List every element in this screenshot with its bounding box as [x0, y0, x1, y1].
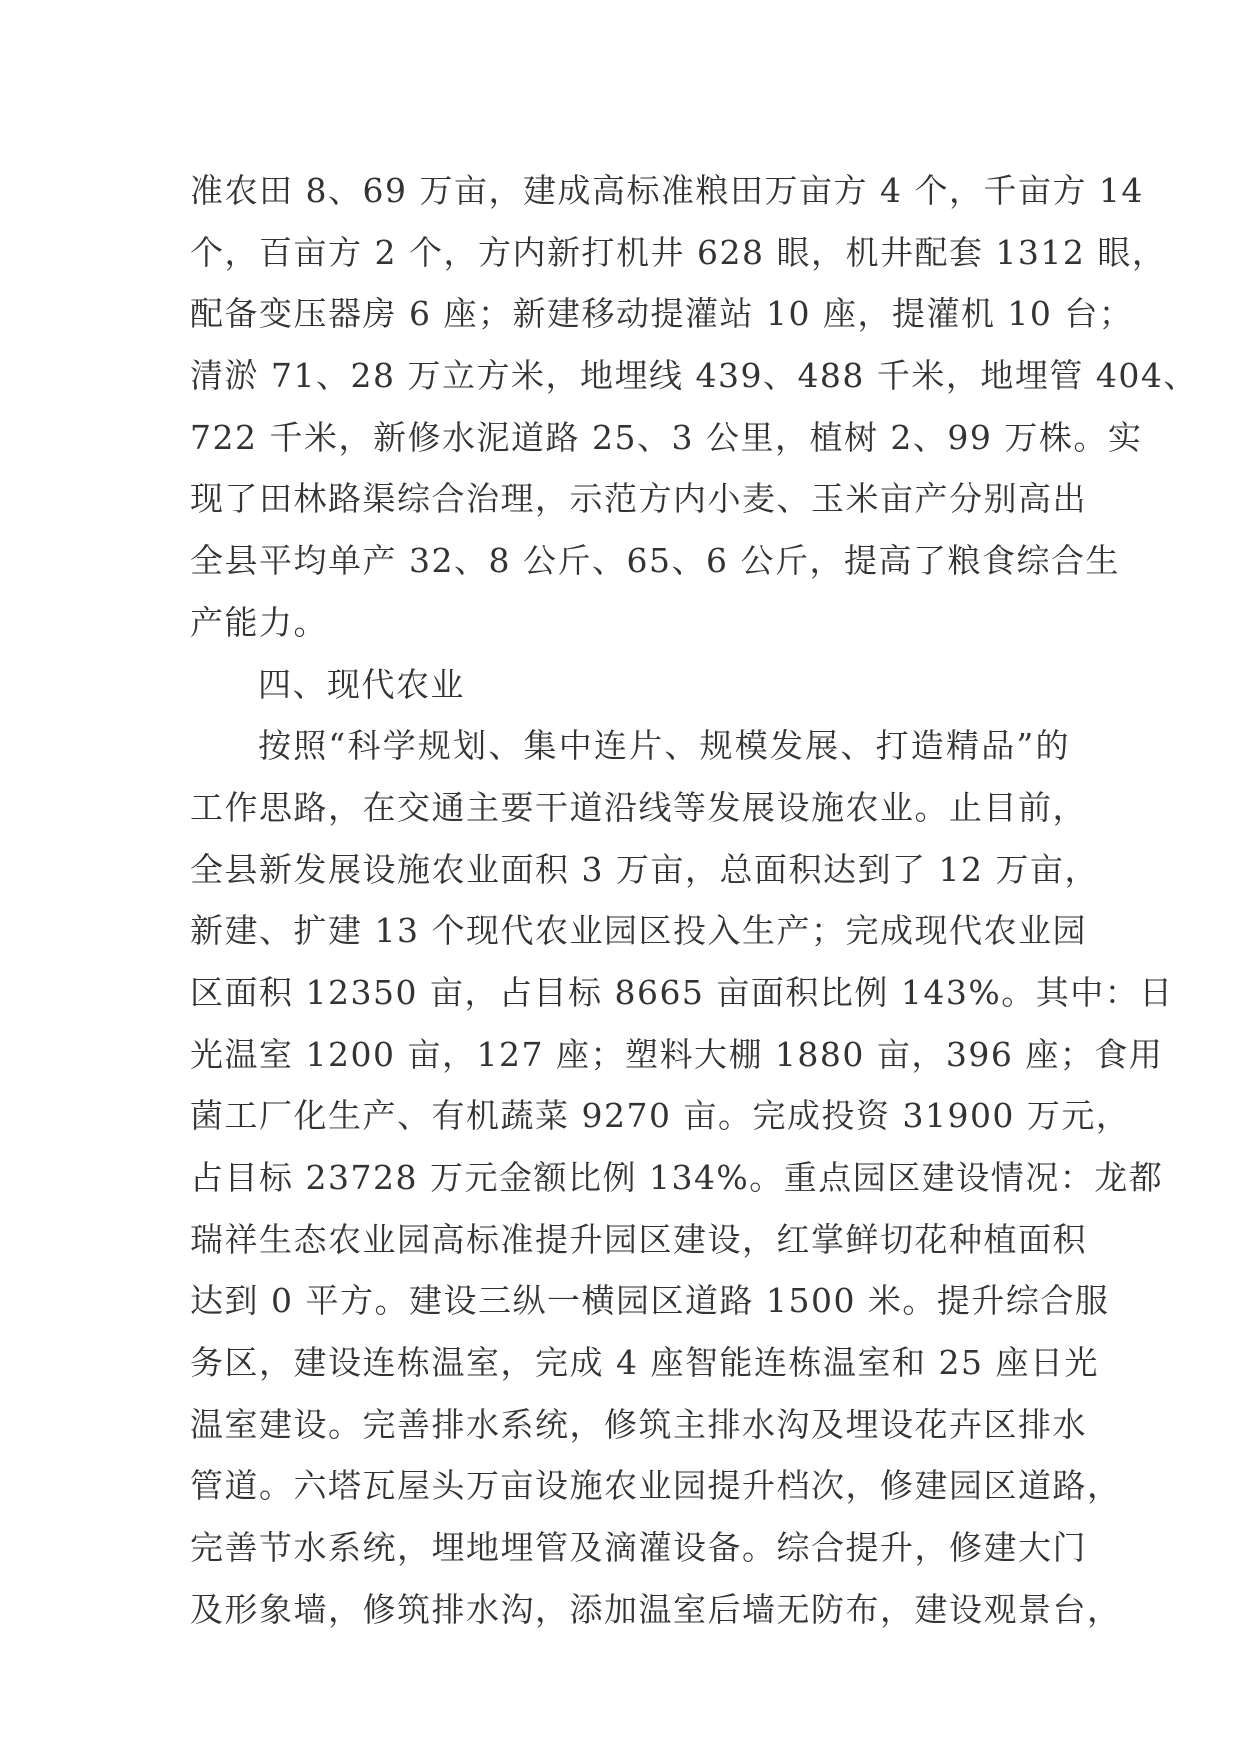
text-line: 个，百亩方 2 个，方内新打机井 628 眼，机井配套 1312 眼， [190, 232, 1167, 272]
text-line: 完善节水系统，埋地埋管及滴灌设备。综合提升，修建大门 [190, 1528, 1087, 1568]
text-line: 温室建设。完善排水系统，修筑主排水沟及埋设花卉区排水 [190, 1404, 1087, 1444]
text-line: 工作思路，在交通主要干道沿线等发展设施农业。止目前， [190, 787, 1087, 827]
text-line: 产能力。 [190, 602, 328, 642]
text-line: 按照“科学规划、集中连片、规模发展、打造精品”的 [258, 726, 1070, 766]
text-line: 清淤 71、28 万立方米，地埋线 439、488 千米，地埋管 404、 [190, 356, 1198, 396]
text-line: 瑞祥生态农业园高标准提升园区建设，红掌鲜切花种植面积 [190, 1219, 1087, 1259]
text-line: 管道。六塔瓦屋头万亩设施农业园提升档次，修建园区道路， [190, 1466, 1122, 1506]
text-line: 配备变压器房 6 座；新建移动提灌站 10 座，提灌机 10 台； [190, 294, 1134, 334]
section-heading: 四、现代农业 [258, 664, 465, 704]
body-text [190, 160, 1198, 1641]
text-line: 现了田林路渠综合治理，示范方内小麦、玉米亩产分别高出 [190, 479, 1087, 519]
text-line: 达到 0 平方。建设三纵一横园区道路 1500 米。提升综合服 [190, 1281, 1110, 1321]
text-line: 光温室 1200 亩，127 座；塑料大棚 1880 亩，396 座；食用 [190, 1034, 1164, 1074]
text-line: 区面积 12350 亩，占目标 8665 亩面积比例 143%。其中：日 [190, 972, 1174, 1012]
text-line: 菌工厂化生产、有机蔬菜 9270 亩。完成投资 31900 万元， [190, 1096, 1131, 1136]
text-line: 722 千米，新修水泥道路 25、3 公里，植树 2、99 万株。实 [190, 417, 1143, 457]
text-line: 务区，建设连栋温室，完成 4 座智能连栋温室和 25 座日光 [190, 1343, 1099, 1383]
text-line: 及形象墙，修筑排水沟，添加温室后墙无防布，建设观景台， [190, 1589, 1122, 1629]
text-line: 全县新发展设施农业面积 3 万亩，总面积达到了 12 万亩， [190, 849, 1099, 889]
text-line: 新建、扩建 13 个现代农业园区投入生产；完成现代农业园 [190, 911, 1087, 951]
text-line: 准农田 8、69 万亩，建成高标准粮田万亩方 4 个，千亩方 14 [190, 171, 1144, 210]
text-line: 占目标 23728 万元金额比例 134%。重点园区建设情况：龙都 [190, 1158, 1164, 1197]
text-line: 全县平均单产 32、8 公斤、65、6 公斤，提高了粮食综合生 [190, 541, 1120, 581]
